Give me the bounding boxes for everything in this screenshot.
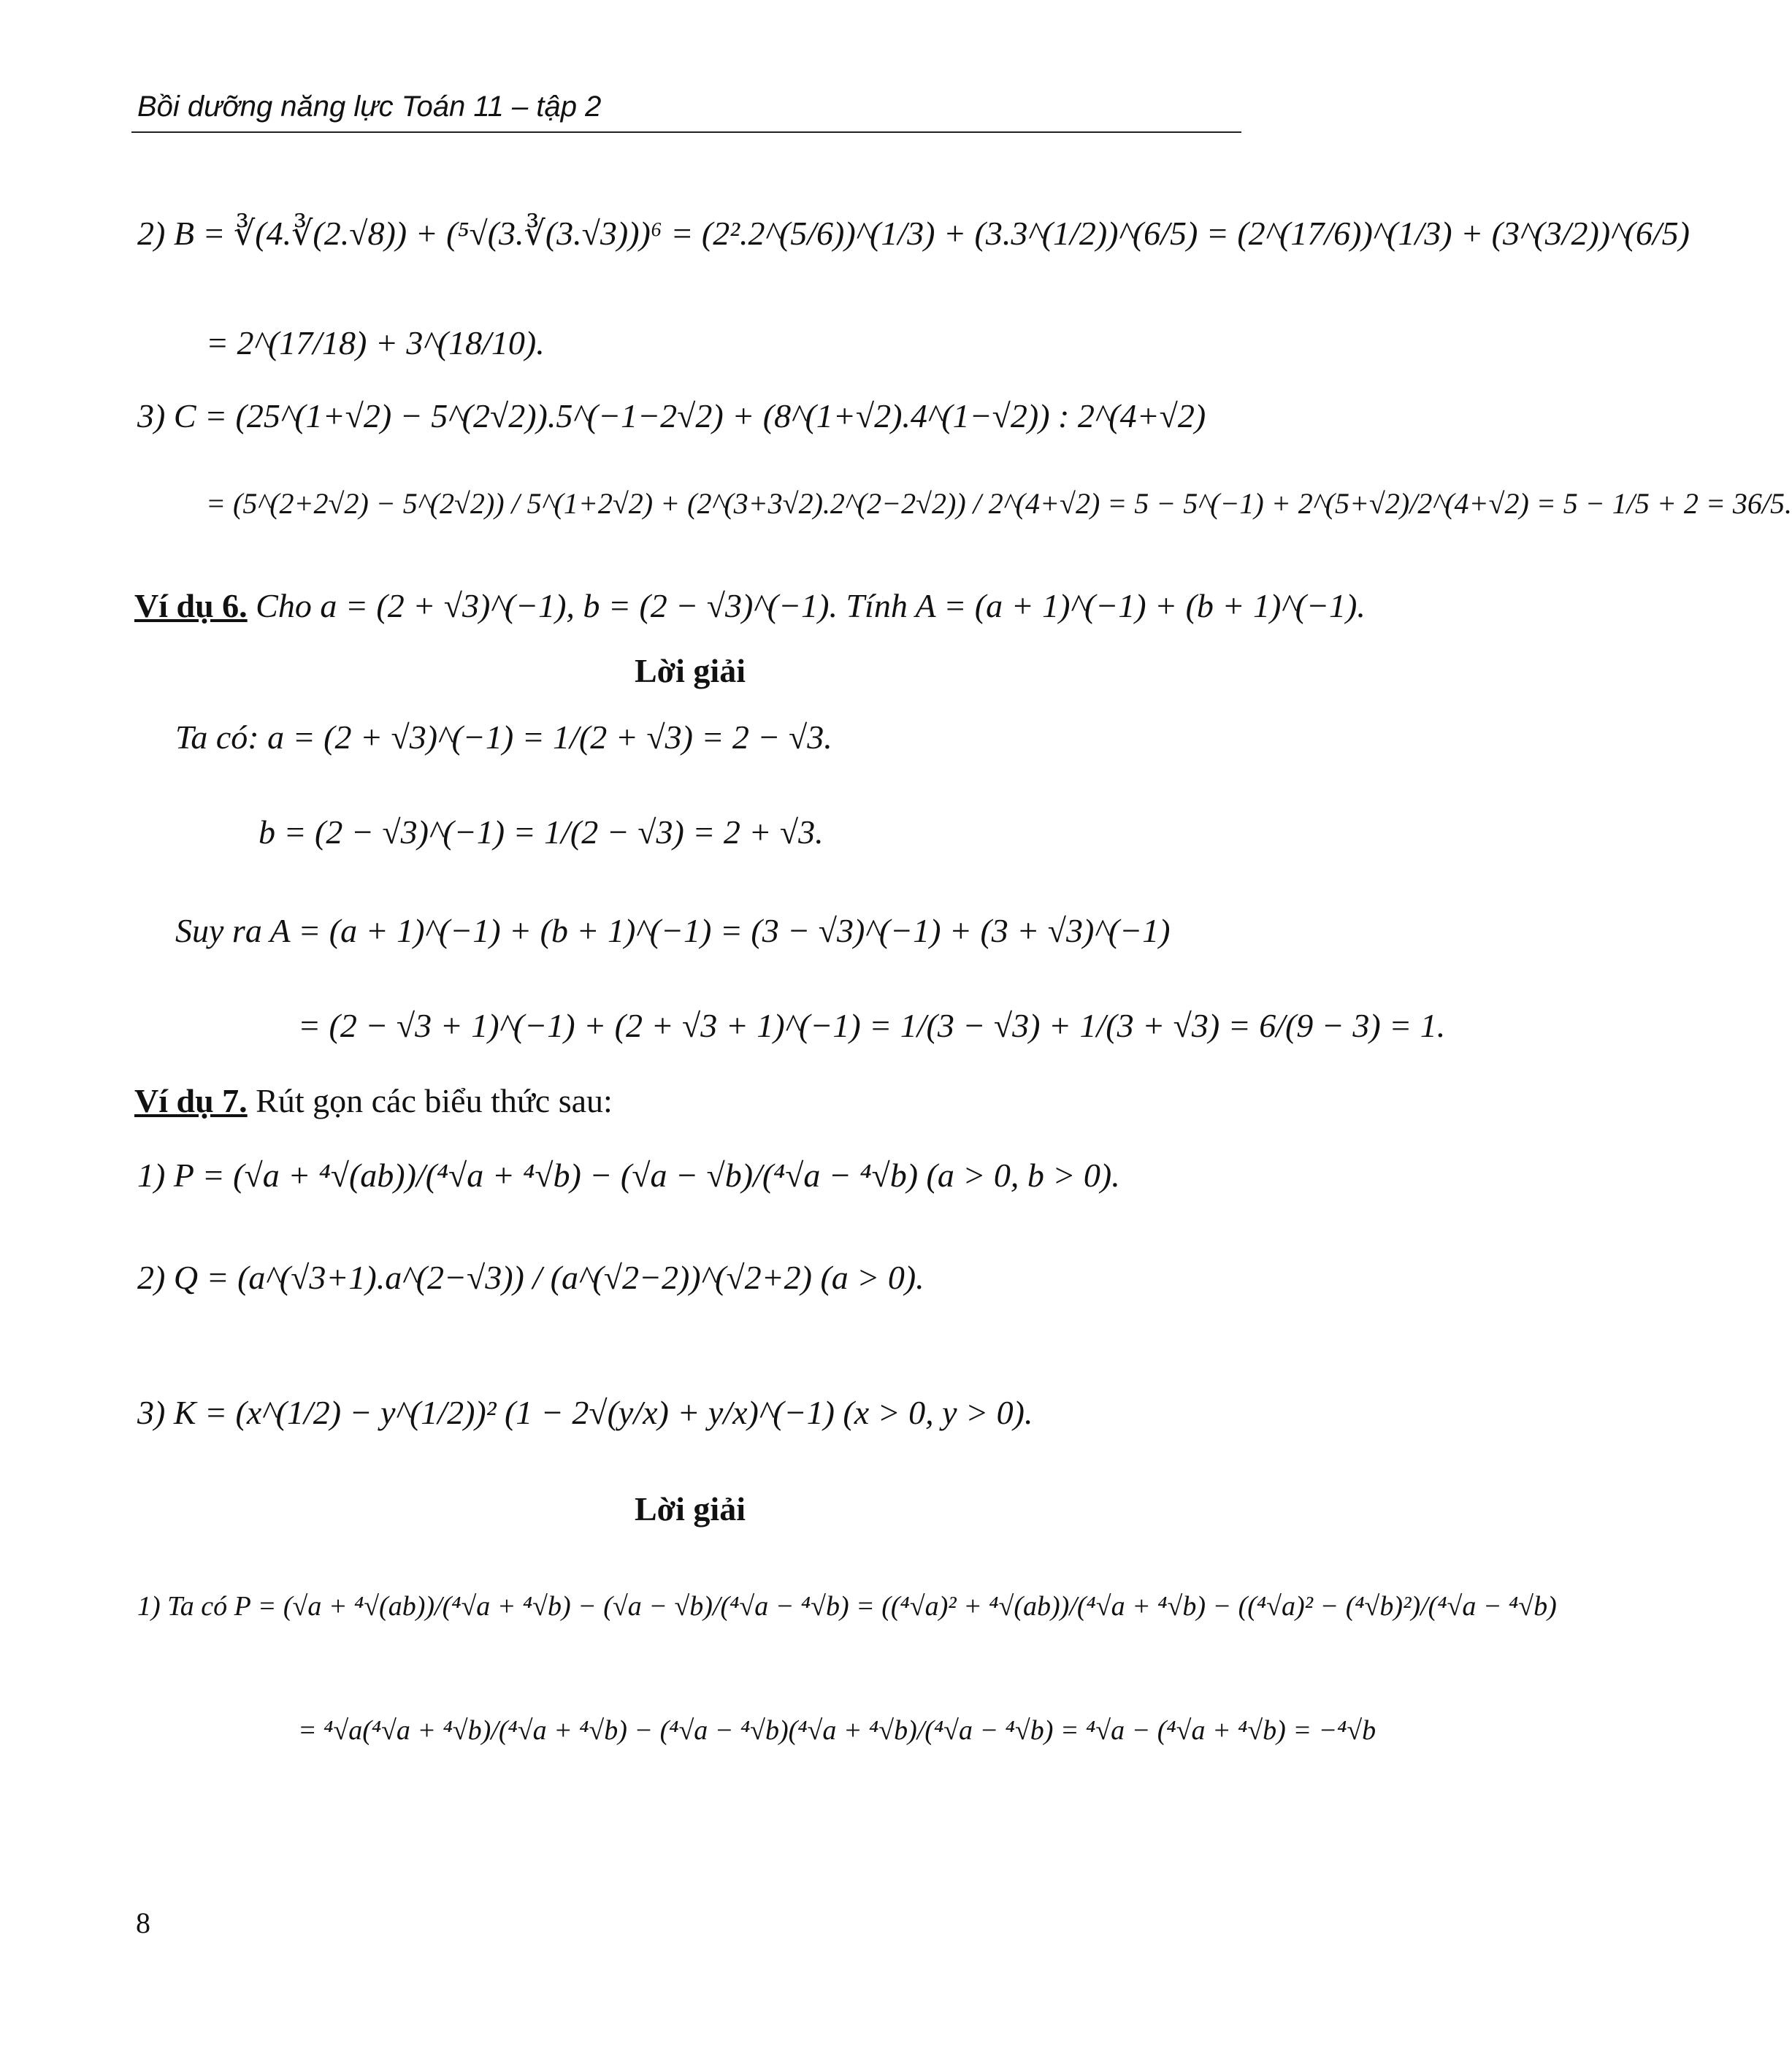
example-6-statement: Cho a = (2 + √3)^(−1), b = (2 − √3)^(−1). Tính A = (a + 1)^(−1) + (b + 1)^(−1). xyxy=(247,587,1366,624)
example-6-heading: Ví dụ 6. xyxy=(134,587,248,624)
line-q-definition: 2) Q = (a^(√3+1).a^(2−√3)) / (a^(√2−2))^(√2+2) (a > 0). xyxy=(137,1259,924,1296)
line-p-definition: 1) P = (√a + ⁴√(ab))/(⁴√a + ⁴√b) − (√a − √b)/(⁴√a − ⁴√b) (a > 0, b > 0). xyxy=(137,1157,1120,1194)
line-c-expression: 3) C = (25^(1+√2) − 5^(2√2)).5^(−1−2√2) + (8^(1+√2).4^(1−√2)) : 2^(4+√2) xyxy=(137,397,1206,434)
page-number: 8 xyxy=(136,1906,150,1939)
line-a-result: = (2 − √3 + 1)^(−1) + (2 + √3 + 1)^(−1) = 1/(3 − √3) + 1/(3 + √3) = 6/(9 − 3) = 1. xyxy=(298,1007,1446,1044)
line-p-result: = ⁴√a(⁴√a + ⁴√b)/(⁴√a + ⁴√b) − (⁴√a − ⁴√b)(⁴√a + ⁴√b)/(⁴√a − ⁴√b) = ⁴√a − (⁴√a + ⁴√b) = −⁴√b xyxy=(298,1715,1376,1746)
example-7 xyxy=(134,1079,613,1123)
line-c-result: = (5^(2+2√2) − 5^(2√2)) / 5^(1+2√2) + (2^(3+3√2).2^(2−2√2)) / 2^(4+√2) = 5 − 5^(−1) + 2^(5+√2)/2^(4+√2) = 5 − 1/5 + 2 = 36/5. xyxy=(206,487,1792,520)
solution-heading-2: Lời giải xyxy=(635,1490,746,1527)
example-7-heading: Ví dụ 7. xyxy=(134,1082,248,1119)
line-a-value: Ta có: a = (2 + √3)^(−1) = 1/(2 + √3) = 2 − √3. xyxy=(175,718,832,756)
example-6 xyxy=(134,584,1366,628)
line-suy-ra: Suy ra A = (a + 1)^(−1) + (b + 1)^(−1) = (3 − √3)^(−1) + (3 + √3)^(−1) xyxy=(175,912,1171,949)
line-b-value: b = (2 − √3)^(−1) = 1/(2 − √3) = 2 + √3. xyxy=(259,813,824,851)
line-p-solution: 1) Ta có P = (√a + ⁴√(ab))/(⁴√a + ⁴√b) − (√a − √b)/(⁴√a − ⁴√b) = ((⁴√a)² + ⁴√(ab))/(⁴√a + ⁴√b) − ((⁴√a)² − (⁴√b)²)/(⁴√a − ⁴√b) xyxy=(137,1591,1557,1622)
line-b-expression: 2) B = ∛(4.∛(2.√8)) + (⁵√(3.∛(3.√3)))⁶ = (2².2^(5/6))^(1/3) + (3.3^(1/2))^(6/5) = (2^(17/6))^(1/3) + (3^(3/2))^(6/5) xyxy=(137,215,1690,252)
example-7-statement: Rút gọn các biểu thức sau: xyxy=(247,1082,613,1119)
solution-heading-1: Lời giải xyxy=(635,652,746,689)
header-title: Bồi dưỡng năng lực Toán 11 – tập 2 xyxy=(137,91,602,123)
line-k-definition: 3) K = (x^(1/2) − y^(1/2))² (1 − 2√(y/x) + y/x)^(−1) (x > 0, y > 0). xyxy=(137,1394,1033,1431)
line-b-result: = 2^(17/18) + 3^(18/10). xyxy=(206,324,545,361)
page-header xyxy=(131,89,1241,133)
